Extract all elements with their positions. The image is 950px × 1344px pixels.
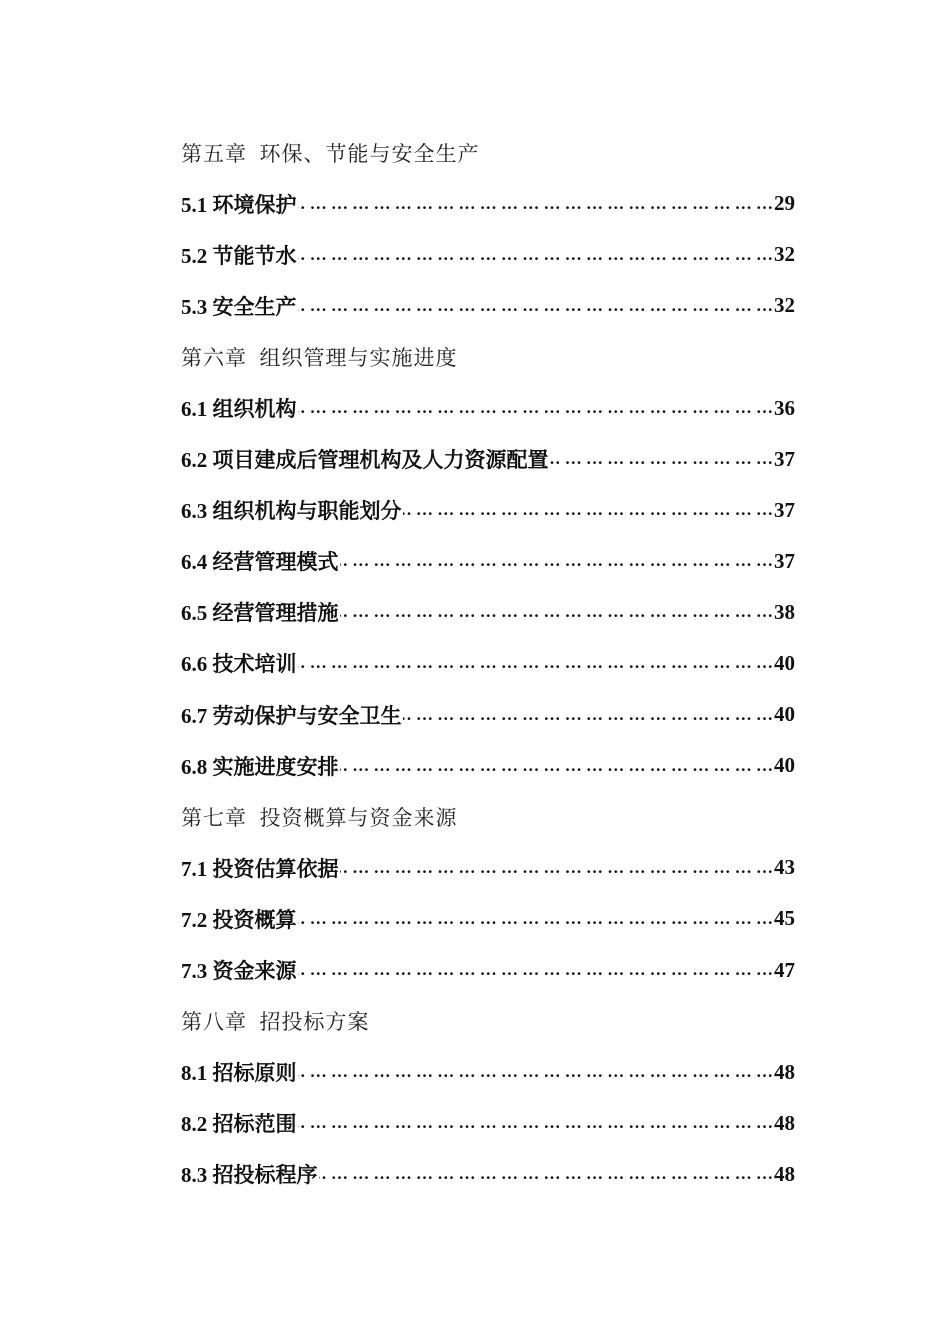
dot-leader bbox=[340, 549, 774, 573]
toc-entry-page: 48 bbox=[774, 1110, 795, 1135]
chapter-title: 第七章 投资概算与资金来源 bbox=[181, 805, 458, 830]
toc-entry-label: 6.1 组织机构 bbox=[181, 397, 297, 422]
dot-leader bbox=[340, 754, 774, 778]
toc-entry[interactable] bbox=[181, 485, 795, 536]
dot-leader bbox=[298, 1111, 774, 1135]
dot-leader bbox=[298, 243, 774, 267]
dot-leader bbox=[298, 907, 774, 931]
toc-entry-page: 48 bbox=[774, 1161, 795, 1186]
toc-entry[interactable] bbox=[181, 945, 795, 996]
toc-entry[interactable] bbox=[181, 382, 795, 433]
toc-entry[interactable] bbox=[181, 280, 795, 331]
toc-entry[interactable] bbox=[181, 178, 795, 229]
toc-entry-label: 6.8 实施进度安排 bbox=[181, 754, 339, 779]
toc-entry-label: 5.2 节能节水 bbox=[181, 243, 297, 268]
toc-entry-label: 7.2 投资概算 bbox=[181, 907, 297, 932]
toc-entry[interactable] bbox=[181, 1098, 795, 1149]
toc-entry-label: 8.3 招投标程序 bbox=[181, 1163, 318, 1188]
dot-leader bbox=[298, 651, 774, 675]
toc-entry[interactable] bbox=[181, 229, 795, 280]
dot-leader bbox=[403, 498, 774, 522]
toc-entry-label: 6.7 劳动保护与安全卫生 bbox=[181, 703, 402, 728]
toc-entry[interactable] bbox=[181, 434, 795, 485]
toc-entry-page: 37 bbox=[774, 497, 795, 522]
toc-entry-label: 8.2 招标范围 bbox=[181, 1112, 297, 1137]
toc-entry[interactable] bbox=[181, 587, 795, 638]
dot-leader bbox=[298, 192, 774, 216]
toc-entry-label: 6.5 经营管理措施 bbox=[181, 601, 339, 626]
toc-entry-page: 40 bbox=[774, 702, 795, 727]
toc-chapter-heading bbox=[181, 791, 795, 842]
chapter-title: 第五章 环保、节能与安全生产 bbox=[181, 141, 480, 166]
toc-entry-page: 38 bbox=[774, 599, 795, 624]
toc-entry-page: 32 bbox=[774, 242, 795, 267]
dot-leader bbox=[298, 396, 774, 420]
toc-entry-page: 47 bbox=[774, 957, 795, 982]
toc-entry-page: 40 bbox=[774, 753, 795, 778]
toc-entry[interactable] bbox=[181, 893, 795, 944]
toc-chapter-heading bbox=[181, 127, 795, 178]
chapter-title: 第八章 招投标方案 bbox=[181, 1010, 370, 1035]
dot-leader bbox=[340, 600, 774, 624]
toc-entry[interactable] bbox=[181, 638, 795, 689]
dot-leader bbox=[319, 1162, 774, 1186]
toc-entry-label: 8.1 招标原则 bbox=[181, 1061, 297, 1086]
toc-entry[interactable] bbox=[181, 1047, 795, 1098]
toc-entry[interactable] bbox=[181, 536, 795, 587]
dot-leader bbox=[340, 856, 774, 880]
dot-leader bbox=[403, 703, 774, 727]
toc-entry-page: 29 bbox=[774, 191, 795, 216]
toc-entry-page: 32 bbox=[774, 293, 795, 318]
toc-entry-label: 6.4 经营管理模式 bbox=[181, 550, 339, 575]
table-of-contents bbox=[181, 127, 795, 1200]
toc-entry-page: 37 bbox=[774, 548, 795, 573]
toc-entry-page: 40 bbox=[774, 650, 795, 675]
toc-entry[interactable] bbox=[181, 740, 795, 791]
toc-entry-page: 43 bbox=[774, 855, 795, 880]
toc-entry-label: 7.1 投资估算依据 bbox=[181, 856, 339, 881]
dot-leader bbox=[550, 447, 774, 471]
toc-entry-label: 5.1 环境保护 bbox=[181, 192, 297, 217]
toc-entry-label: 5.3 安全生产 bbox=[181, 294, 297, 319]
toc-entry-page: 37 bbox=[774, 446, 795, 471]
toc-entry-label: 6.6 技术培训 bbox=[181, 652, 297, 677]
toc-entry[interactable] bbox=[181, 842, 795, 893]
toc-entry-page: 45 bbox=[774, 906, 795, 931]
toc-entry-label: 6.2 项目建成后管理机构及人力资源配置 bbox=[181, 448, 549, 473]
toc-entry-label: 7.3 资金来源 bbox=[181, 959, 297, 984]
dot-leader bbox=[298, 958, 774, 982]
toc-entry[interactable] bbox=[181, 1149, 795, 1200]
toc-entry-label: 6.3 组织机构与职能划分 bbox=[181, 499, 402, 524]
toc-entry-page: 36 bbox=[774, 395, 795, 420]
toc-entry-page: 48 bbox=[774, 1059, 795, 1084]
dot-leader bbox=[298, 294, 774, 318]
toc-entry[interactable] bbox=[181, 689, 795, 740]
toc-chapter-heading bbox=[181, 331, 795, 382]
chapter-title: 第六章 组织管理与实施进度 bbox=[181, 345, 458, 370]
dot-leader bbox=[298, 1060, 774, 1084]
toc-chapter-heading bbox=[181, 996, 795, 1047]
